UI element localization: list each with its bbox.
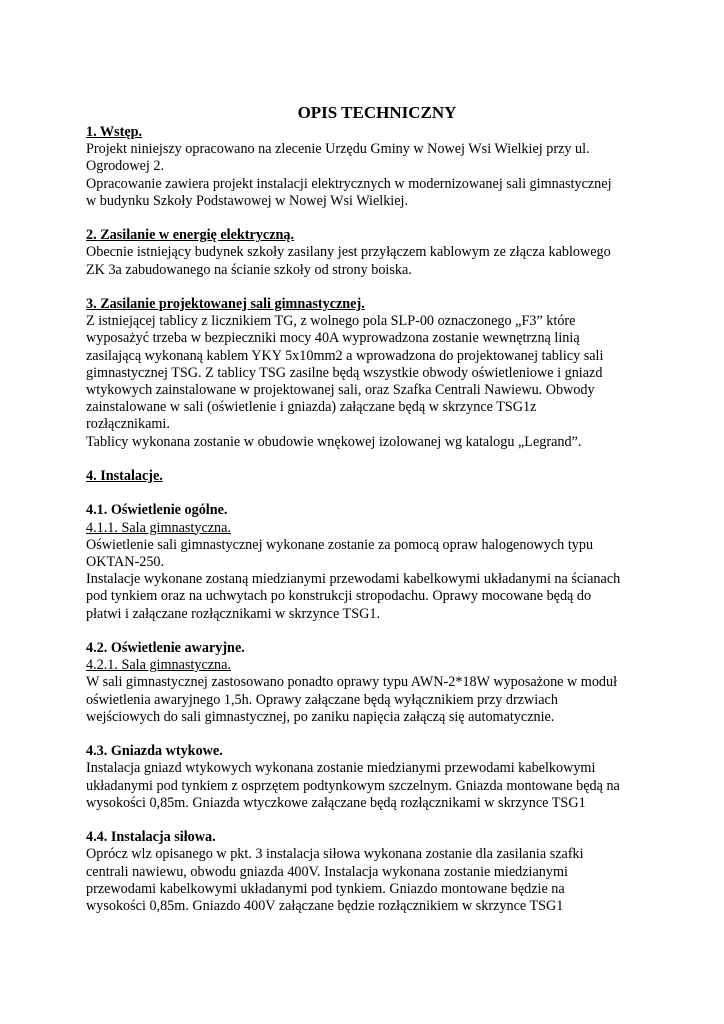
section-1-line: Opracowanie zawiera projekt instalacji elektrycznych w modernizowanej sali gimnastycznej [86,175,612,192]
section-4-3-line: układanymi pod tynkiem z osprzętem podtynkowym szczelnym. Gniazda montowane będą na [86,777,620,794]
section-4-2-1-subheading: 4.2.1. Sala gimnastyczna. [86,657,231,674]
paragraph-gap [86,623,646,640]
section-4-2-line: W sali gimnastycznej zastosowano ponadto oprawy typu AWN-2*18W wyposażone w moduł [86,674,618,691]
section-3-line: zainstalowane w sali (oświetlenie i gniazda) załączane będą w skrzynce TSG1z [86,399,537,416]
section-4-1-heading: 4.1. Oświetlenie ogólne. [86,502,228,519]
section-4-1-line: płatwi i załączane rozłącznikami w skrzynce TSG1. [86,605,381,622]
section-4-2-heading: 4.2. Oświetlenie awaryjne. [86,640,245,657]
section-4-4-line: Oprócz wlz opisanego w pkt. 3 instalacja siłowa wykonana zostanie dla zasilania szafki [86,846,584,863]
section-3-line: wyposażyć trzeba w bezpieczniki mocy 40A wyprowadzona zostanie wewnętrzną linią [86,330,580,347]
section-4-4-line: centrali nawiewu, obwodu gniazda 400V. Instalacja wykonana zostanie miedzianymi [86,863,568,880]
section-3-line: wtykowych zainstalowane w projektowanej sali, oraz Szafka Centrali Nawiewu. Obwody [86,382,595,399]
section-1-line: Projekt niniejszy opracowano na zlecenie Urzędu Gminy w Nowej Wsi Wielkiej przy ul. [86,141,590,158]
section-4-1-line: Instalacje wykonane zostaną miedzianymi przewodami kabelkowymi układanymi na ścianach [86,571,621,588]
paragraph-gap [86,451,646,468]
section-3-heading: 3. Zasilanie projektowanej sali gimnastycznej. [86,296,365,312]
section-1-line: Ogrodowej 2. [86,158,165,175]
section-3-line: rozłącznikami. [86,416,170,433]
section-4-3-heading: 4.3. Gniazda wtykowe. [86,743,223,760]
section-4-1-line: Oświetlenie sali gimnastycznej wykonane zostanie za pomocą opraw halogenowych typu [86,536,594,553]
paragraph-gap [86,210,646,227]
section-4-1-1-subheading: 4.1.1. Sala gimnastyczna. [86,519,231,536]
section-4-3-line: Instalacja gniazd wtykowych wykonana zostanie miedzianymi przewodami kabelkowymi [86,760,596,777]
section-4-3-line: wysokości 0,85m. Gniazda wtyczkowe załączane będą rozłącznikami w skrzynce TSG1 [86,794,586,811]
paragraph-gap [86,726,646,743]
section-4-heading: 4. Instalacje. [86,468,163,485]
section-2-line: Obecnie istniejący budynek szkoły zasilany jest przyłączem kablowym ze złącza kablowego [86,244,611,261]
document-page [86,103,646,915]
section-1-line: w budynku Szkoły Podstawowej w Nowej Wsi Wielkiej. [86,192,409,209]
paragraph-gap [86,812,646,829]
section-2-heading: 2. Zasilanie w energię elektryczną. [86,227,295,244]
section-4-2-line: wejściowych do sali gimnastycznej, po zaniku napięcia załączą się automatycznie. [86,708,555,725]
section-4-4-heading: 4.4. Instalacja siłowa. [86,829,216,846]
section-3-line: Tablicy wykonana zostanie w obudowie wnękowej izolowanej wg katalogu „Legrand”. [86,433,582,450]
section-4-1-line: pod tynkiem oraz na uchwytach po konstrukcji stropodachu. Oprawy mocowane będą do [86,588,592,605]
section-4-4-line: wysokości 0,85m. Gniazdo 400V załączane będzie rozłącznikiem w skrzynce TSG1 [86,898,564,915]
section-1-heading: 1. Wstęp. [86,124,143,140]
section-4-1-line: OKTAN-250. [86,554,165,571]
paragraph-gap [86,485,646,502]
section-2-line: ZK 3a zabudowanego na ścianie szkoły od strony boiska. [86,261,412,278]
document-title: OPIS TECHNICZNY [297,103,457,122]
section-3-line: zasilającą wykonaną kablem YKY 5x10mm2 a wprowadzona do projektowanej tablicy sali [86,347,604,364]
section-4-4-line: przewodami kabelkowymi układanymi pod tynkiem. Gniazdo montowane będzie na [86,880,565,897]
section-4-2-line: oświetlenia awaryjnego 1,5h. Oprawy załączane będą wyłącznikiem przy drzwiach [86,691,558,708]
section-3-line: Z istniejącej tablicy z licznikiem TG, z wolnego pola SLP-00 oznaczonego „F3” które [86,313,576,330]
paragraph-gap [86,279,646,296]
section-3-line: gimnastycznej TSG. Z tablicy TSG zasilne będą wszystkie obwody oświetleniowe i gniazd [86,364,603,381]
